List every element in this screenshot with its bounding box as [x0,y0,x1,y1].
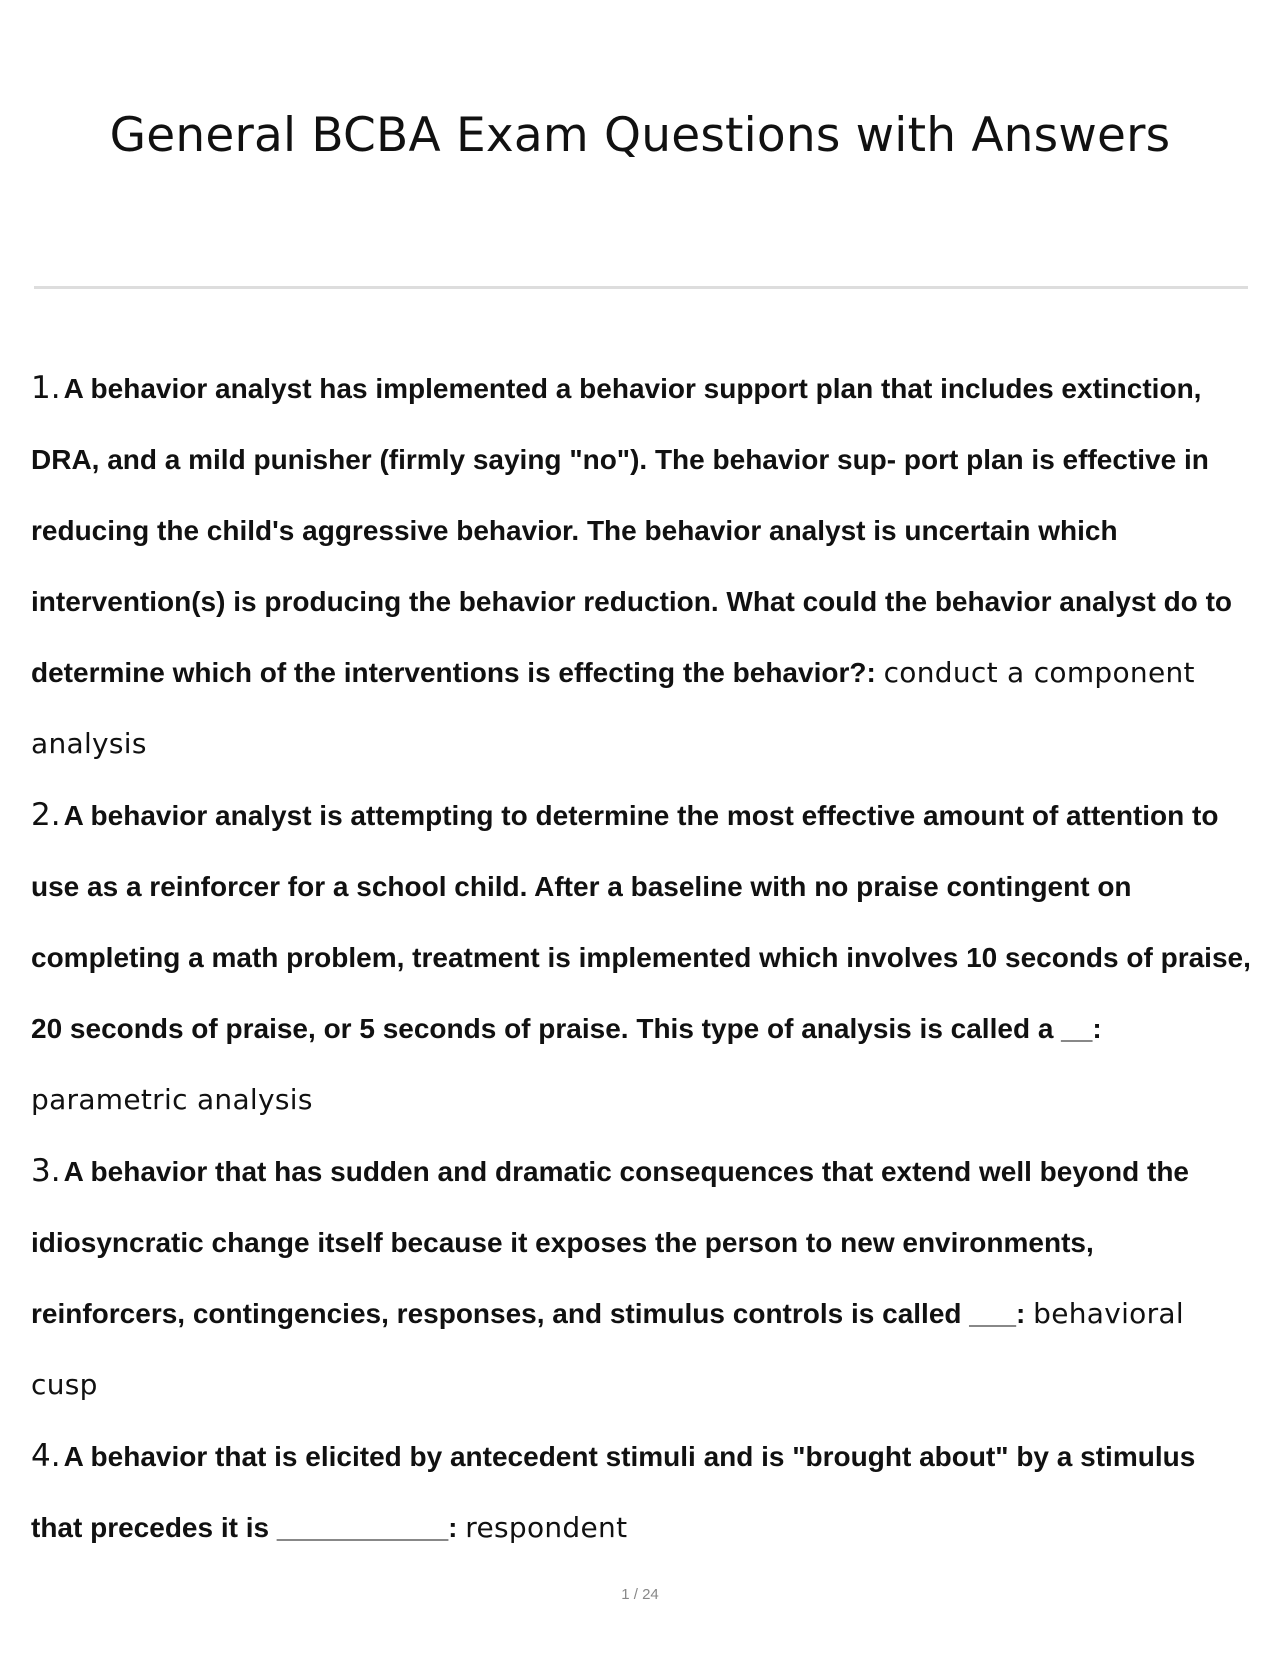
question-item-1 [31,353,1253,780]
title-divider [34,286,1248,289]
question-item-4 [31,1421,1253,1564]
question-answer-separator: : [1092,1013,1102,1044]
question-text: A behavior analyst is attempting to determine the most effective amount of attention to use as a reinforcer for a school child. After a baseline with no praise contingent on completing a math problem, treatment is implemented which involves 10 seconds of praise, 20 seconds of praise, or 5 seconds of praise. This type of analysis is called a __ [31,800,1251,1044]
question-item-3 [31,1136,1253,1421]
question-answer-separator: : [866,657,884,688]
document-title: General BCBA Exam Questions with Answers [109,108,1171,163]
question-text: A behavior that has sudden and dramatic consequences that extend well beyond the idiosyncratic change itself because it exposes the person to new environments, reinforcers, contingencies, responses, and stimulus controls is called ___ [31,1156,1190,1329]
question-number: 1. [31,370,61,406]
answer-text: conduct a component analysis [31,656,1195,760]
question-number: 3. [31,1153,61,1189]
question-text: A behavior that is elicited by antecedent stimuli and is "brought about" by a stimulus that precedes it is ___________ [31,1441,1196,1543]
question-answer-separator: : [448,1512,466,1543]
question-number: 2. [31,797,61,833]
answer-text: respondent [465,1511,628,1544]
question-list [31,353,1253,1564]
question-number: 4. [31,1438,61,1474]
question-text: A behavior analyst has implemented a behavior support plan that includes extinction, DRA, and a mild punisher (firmly saying "no"). The behavior sup- port plan is effective in reducing the child's aggressive behavior. The behavior analyst is uncertain which intervention(s) is producing the behavior reduction. What could the behavior analyst do to determine which of the interventions is effecting the behavior? [31,373,1232,688]
question-item-2 [31,780,1253,1136]
question-answer-separator: : [1016,1298,1034,1329]
answer-text: parametric analysis [31,1083,313,1116]
page-number: 1 / 24 [621,1586,659,1603]
answer-text: behavioral cusp [31,1297,1184,1401]
